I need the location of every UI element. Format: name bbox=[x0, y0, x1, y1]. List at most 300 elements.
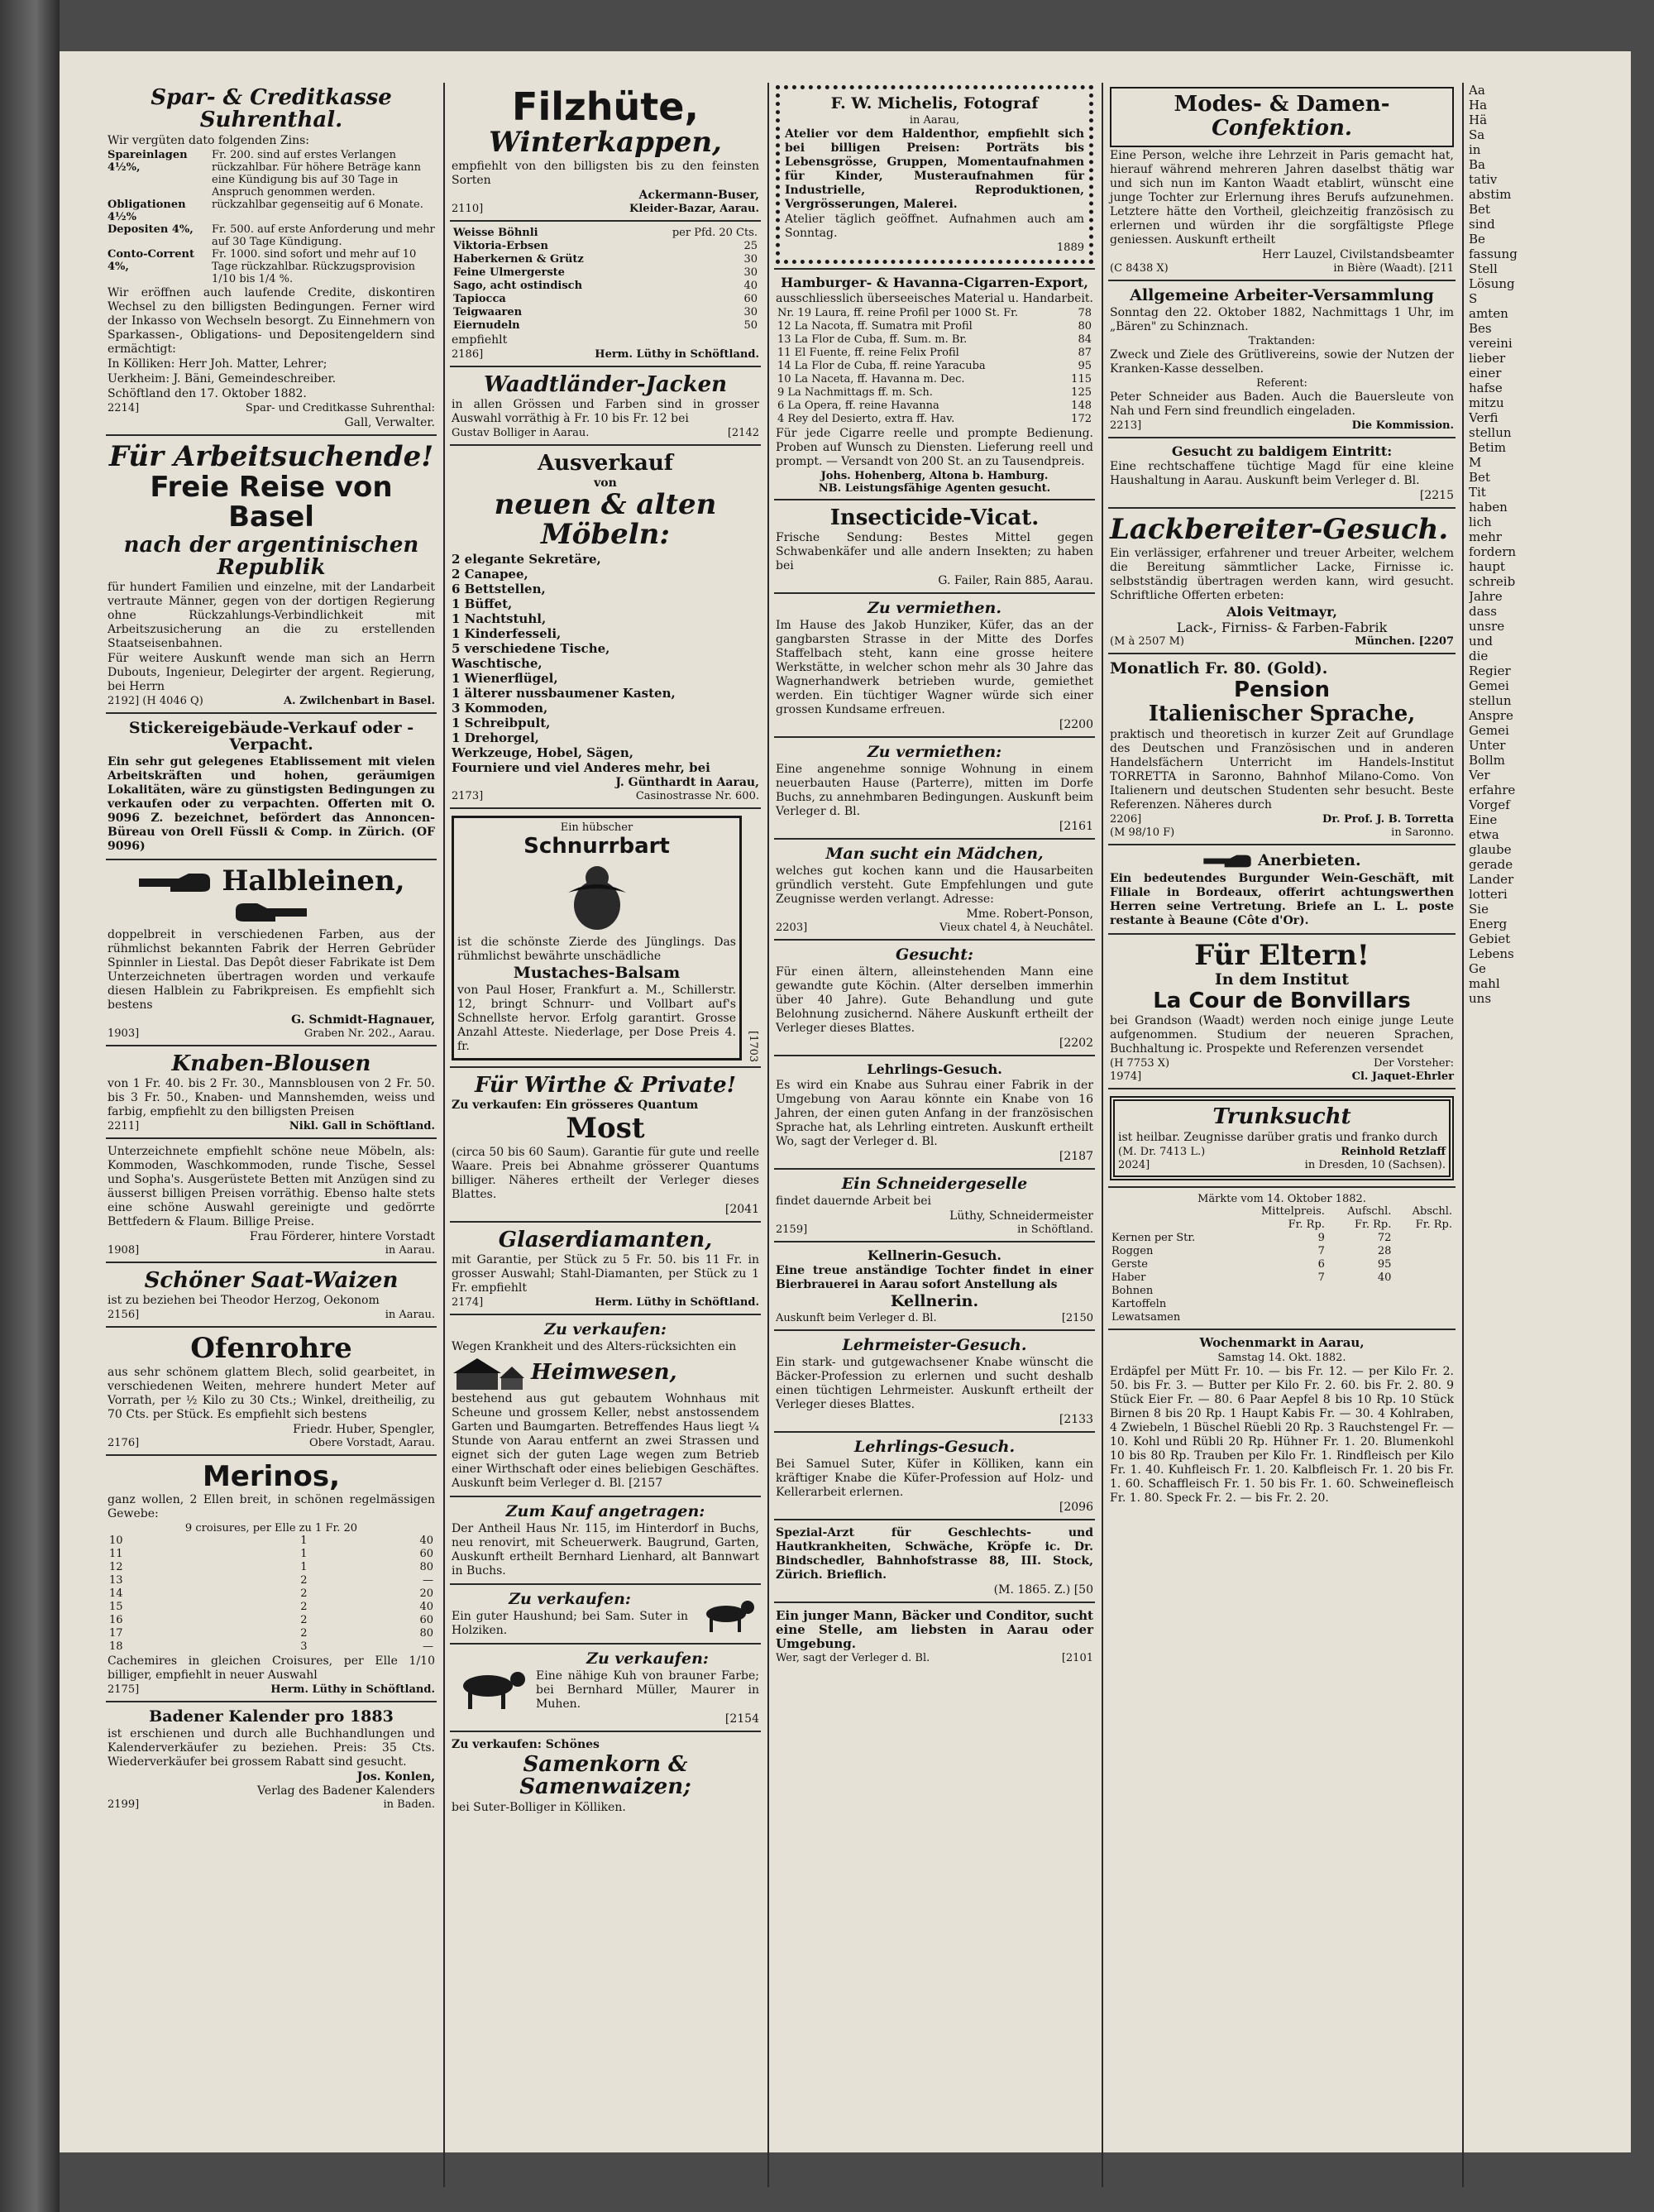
table-row bbox=[776, 373, 1093, 386]
table-cell: 3 bbox=[300, 1640, 308, 1654]
ad-title: Heimwesen, bbox=[531, 1360, 677, 1386]
table-cell: 40 bbox=[1377, 1271, 1392, 1284]
table-cell: 72 bbox=[1377, 1231, 1392, 1244]
table-row bbox=[108, 1574, 435, 1587]
clipped-text-fragment: mahl bbox=[1469, 976, 1500, 991]
ad-number: [2161 bbox=[1059, 819, 1093, 833]
clipped-text-fragment: Lebens bbox=[1469, 946, 1514, 961]
ad-haushund bbox=[450, 1587, 761, 1645]
column-3 bbox=[774, 83, 1095, 2187]
ad-text: Bei Samuel Suter, Küfer in Kölliken, kann ein kräftiger Knabe die Küfer-Profession auf Holz- und Kellerarbeit erlernen. bbox=[776, 1458, 1093, 1500]
ad-text: empfiehlt von den billigsten bis zu den feinsten Sorten bbox=[452, 159, 759, 187]
clipped-text-fragment: etwa bbox=[1469, 827, 1499, 842]
ad-michelis-fotograf bbox=[774, 83, 1095, 270]
list-item: 2 elegante Sekretäre, bbox=[452, 551, 601, 567]
ad-number: (M 98/10 F) bbox=[1110, 826, 1175, 839]
table-cell: 28 bbox=[1377, 1244, 1392, 1257]
ad-kauf-angetragen bbox=[450, 1500, 761, 1585]
ad-text: bei Grandson (Waadt) werden noch einige junge Leute aufgenommen. Studium der neueren Sprachen, Buchhaltung ic. Prospekte und Referenzen versendet bbox=[1110, 1014, 1454, 1056]
ad-text: ist erschienen und durch alle Buchhandlungen und Kalenderverkäufer zu beziehen. Preis: 35 Cts. Wiederverkäufer bei grossem Rabatt sind gesucht. bbox=[108, 1727, 435, 1769]
ad-text: Frische Sendung: Bestes Mittel gegen Schwabenkäfer und alle andern Insekten; zu haben bei bbox=[776, 531, 1093, 573]
ad-signature: Herm. Lüthy in Schöftland. bbox=[595, 1296, 759, 1309]
ad-title: Freie Reise von Basel bbox=[150, 471, 393, 534]
ad-number: 2024] bbox=[1118, 1158, 1150, 1171]
ad-signature: G. Failer, Rain 885, Aarau. bbox=[938, 574, 1093, 588]
ad-text: Cachemires in gleichen Croisures, per Elle 1/10 billiger, empfiehlt in neuer Auswahl bbox=[108, 1654, 435, 1683]
clipped-text-fragment: in bbox=[1469, 142, 1481, 157]
table-cell: 14 La Flor de Cuba, ff. reine Yaracuba bbox=[777, 359, 986, 372]
table-cell: 148 bbox=[1071, 399, 1092, 412]
table-cell: 17 bbox=[109, 1627, 123, 1640]
table-row bbox=[1110, 1232, 1454, 1245]
ad-number: [2215 bbox=[1419, 489, 1454, 503]
table-cell: 50 bbox=[743, 318, 758, 332]
table-cell: Haberkernen & Grütz bbox=[453, 252, 584, 266]
ad-number: (M. 1865. Z.) [50 bbox=[993, 1583, 1093, 1597]
ad-signature: J. Günthardt in Aarau, bbox=[615, 775, 759, 789]
clipped-text-fragment: schreib bbox=[1469, 574, 1516, 589]
ad-title: Zum Kauf angetragen: bbox=[505, 1502, 705, 1521]
clipped-text-fragment: lotteri bbox=[1469, 887, 1508, 902]
ad-number: 2199] bbox=[108, 1798, 140, 1812]
clipped-text-fragment: Verfi bbox=[1469, 410, 1499, 425]
clipped-text-fragment: Ge bbox=[1469, 961, 1486, 976]
ad-text: Sonntag den 22. Oktober 1882, Nachmittags 1 Uhr, im „Bären" zu Schinznach. bbox=[1110, 305, 1454, 333]
ad-title: Anerbieten. bbox=[1258, 850, 1361, 869]
table-row bbox=[108, 1587, 435, 1601]
ad-text: Der Antheil Haus Nr. 115, im Hinterdorf in Buchs, neu renovirt, mit Scheuerwerk. Baugrund, Garten, Auskunft ertheilt Bernhard Lienhard, alt Bannwart in Buchs. bbox=[452, 1522, 759, 1578]
clipped-text-fragment: Ver bbox=[1469, 768, 1490, 783]
clipped-text-fragment: Vorgef bbox=[1469, 797, 1510, 812]
ad-maedchen bbox=[774, 842, 1095, 941]
ad-text: doppelbreit in verschiedenen Farben, aus der rühmlichst bekannten Fabrik der Herren Gebrüder Spinnler in Liestal. Das Depôt dieser Fabrikate ist Dem Unterzeichneten übertragen worden und verkaufe diesen Halblein zu Fabrikpreisen. Es empfiehlt sich bestens bbox=[108, 927, 435, 1012]
table-cell: 18 bbox=[109, 1640, 123, 1654]
ad-samenkorn bbox=[450, 1735, 761, 1820]
ad-baecker bbox=[774, 1606, 1095, 1669]
table-cell: 6 bbox=[1317, 1257, 1325, 1271]
ad-number: [2096 bbox=[1059, 1501, 1093, 1515]
table-row bbox=[452, 253, 759, 266]
clipped-text-fragment: Regier bbox=[1469, 663, 1511, 678]
clipped-text-fragment: fordern bbox=[1469, 544, 1517, 559]
clipped-text-fragment: M bbox=[1469, 455, 1482, 470]
ad-number: 2186] bbox=[452, 347, 484, 361]
ad-number: 2192] (H 4046 Q) bbox=[108, 695, 203, 708]
mustache-figure-illustration bbox=[552, 859, 643, 934]
ad-signature: in Aarau. bbox=[385, 1309, 435, 1322]
table-cell: 40 bbox=[743, 279, 758, 292]
table-cell: Weisse Böhnli bbox=[453, 226, 538, 239]
ad-modes-confektion bbox=[1108, 83, 1456, 281]
table-cell: 20 bbox=[419, 1587, 433, 1601]
ad-number: [2200 bbox=[1059, 717, 1093, 731]
clipped-text-fragment: Be bbox=[1469, 232, 1485, 247]
rate-row: Conto-Corrent 4%, Fr. 1000. sind sofort und mehr auf 10 Tage rückzahlbar. Rückzugsprovision 1/10 bis 1/4 %. bbox=[108, 247, 417, 285]
table-cell: Fr. Rp. bbox=[1415, 1218, 1452, 1231]
ad-title: Halbleinen, bbox=[222, 864, 405, 898]
ad-text: Spezial-Arzt für Geschlechts- und Hautkrankheiten, Schwäche, Kröpfe ic. Dr. Bindschedler, Bahnhofstrasse 88, III. Stock, Zürich. Brieflich. bbox=[776, 1526, 1093, 1582]
ad-signature: in Aarau. bbox=[385, 1243, 435, 1257]
clipped-text-fragment: mehr bbox=[1469, 529, 1502, 544]
table-row bbox=[108, 1640, 435, 1654]
ad-signature: in Schöftland. bbox=[1017, 1223, 1093, 1236]
table-cell: Feine Ulmergerste bbox=[453, 266, 565, 279]
clipped-text-fragment: haben bbox=[1469, 500, 1508, 515]
table-row bbox=[452, 266, 759, 280]
clipped-text-fragment: Sie bbox=[1469, 902, 1489, 917]
clipped-text-fragment: lich bbox=[1469, 515, 1492, 529]
table-row bbox=[108, 1548, 435, 1561]
ad-text: Eine rechtschaffene tüchtige Magd für eine kleine Haushaltung in Aarau. Auskunft beim Verleger d. Bl. bbox=[1110, 460, 1454, 488]
table-row bbox=[1110, 1245, 1454, 1258]
ad-title: Waadtländer-Jacken bbox=[483, 371, 728, 397]
column-rule bbox=[767, 83, 769, 2187]
rate-row: Depositen 4%, Fr. 500. auf erste Anforderung und mehr auf 30 Tage Kündigung. bbox=[108, 223, 435, 248]
table-cell: Viktoria-Erbsen bbox=[453, 239, 548, 252]
table-row bbox=[108, 1601, 435, 1614]
ad-signature: A. Zwilchenbart in Basel. bbox=[283, 695, 435, 708]
ad-text: Wir vergüten dato folgenden Zins: bbox=[108, 133, 310, 147]
ad-number: [2142 bbox=[727, 427, 759, 440]
table-row bbox=[1110, 1311, 1454, 1324]
ad-number: [2150 bbox=[1061, 1312, 1093, 1325]
ad-signature: in Saronno. bbox=[1391, 826, 1454, 839]
table-cell: 115 bbox=[1071, 372, 1092, 385]
table-cell bbox=[1232, 1298, 1327, 1311]
table-row bbox=[452, 319, 759, 333]
list-item: 6 Bettstellen, bbox=[452, 581, 546, 596]
ad-text: Eine angenehme sonnige Wohnung in einem neuerbauten Hause (Parterre), mitten im Dorfe Buchs, zu annehmbaren Bedingungen. Auskunft beim Verleger d. Bl. bbox=[776, 762, 1093, 818]
ad-number: 2176] bbox=[108, 1436, 140, 1449]
ad-signature: Spar- und Creditkasse Suhrenthal: bbox=[245, 401, 435, 414]
table-cell: 80 bbox=[419, 1627, 433, 1640]
ad-signature: Alois Veitmayr, bbox=[1226, 604, 1337, 620]
ad-title: Zu vermiethen: bbox=[867, 742, 1002, 761]
ad-text: Atelier vor dem Haldenthor, empfiehlt sich bei billigen Preisen: Porträts bis Lebensgrösse, Gruppen, Momentaufnahmen für Kinder, Musteraufnahmen für Industrielle, Reproduktionen, Vergrösserungen, Malerei. bbox=[785, 127, 1084, 211]
table-cell: 2 bbox=[300, 1627, 308, 1640]
table-row bbox=[1110, 1298, 1454, 1311]
ad-number: 2110] bbox=[452, 202, 484, 215]
ad-title: Ein Schneidergeselle bbox=[841, 1174, 1028, 1193]
ad-text: Im Hause des Jakob Hunziker, Küfer, das an der gangbarsten Strasse in der Mitte des Dorfes Staffelbach steht, kann eine grosse heitere Werkstätte, in welcher schon mehr als 30 Jahre das Wagnerhandwerk betrieben wurde, gemiethet werden. Ein tüchtiger Wagner würde sich einer grossen Kundsame erfreuen. bbox=[776, 618, 1093, 716]
ad-text: in allen Grössen und Farben sind in grosser Auswahl vorräthig à Fr. 10 bis Fr. 12 bei bbox=[452, 398, 759, 426]
ad-number: [2133 bbox=[1059, 1413, 1093, 1427]
table-cell: 7 bbox=[1317, 1271, 1325, 1284]
ad-title: Zu vermiethen. bbox=[868, 599, 1001, 618]
clipped-text-fragment: Lander bbox=[1469, 872, 1514, 887]
clipped-text-fragment: sind bbox=[1469, 217, 1495, 232]
ad-stickerei bbox=[106, 716, 437, 860]
clipped-text-fragment: Sa bbox=[1469, 127, 1485, 142]
list-item: 1 Kinderfesseli, bbox=[452, 625, 562, 641]
ad-spezialarzt bbox=[774, 1523, 1095, 1603]
ad-text: Ein hübscher bbox=[560, 821, 633, 834]
ad-knaben-blousen bbox=[106, 1049, 437, 1139]
ad-title: Schöner Saat-Waizen bbox=[144, 1267, 399, 1293]
ad-text: ausschliesslich überseeisches Material u. Handarbeit. bbox=[776, 291, 1093, 305]
ad-schneidergeselle bbox=[774, 1172, 1095, 1242]
table-cell bbox=[1232, 1285, 1327, 1298]
ad-kellnerin bbox=[774, 1245, 1095, 1332]
table-row bbox=[1110, 1258, 1454, 1271]
ad-text: Peter Schneider aus Baden. Auch die Bauersleute von Nah und Fern sind freundlich eingeladen. bbox=[1110, 390, 1454, 418]
ad-title: Monatlich Fr. 80. (Gold). bbox=[1110, 659, 1328, 678]
clipped-text-fragment: Gemei bbox=[1469, 723, 1509, 738]
clipped-text-fragment: amten bbox=[1469, 306, 1508, 321]
table-cell: 25 bbox=[743, 239, 758, 252]
list-item: 1 Büffet, bbox=[452, 596, 513, 611]
clipped-text-fragment: fassung bbox=[1469, 247, 1518, 261]
table-cell: 40 bbox=[419, 1601, 433, 1614]
ad-title: Modes- & Damen- bbox=[1174, 92, 1390, 117]
table-cell bbox=[1327, 1311, 1393, 1324]
table-cell: Lewatsamen bbox=[1111, 1310, 1181, 1324]
table-cell: 60 bbox=[419, 1614, 433, 1627]
clipped-text-fragment: lieber bbox=[1469, 351, 1506, 366]
ad-title: Allgemeine Arbeiter-Versammlung bbox=[1130, 285, 1434, 304]
column-4 bbox=[1108, 83, 1456, 2187]
clipped-text-fragment: dass bbox=[1469, 604, 1497, 619]
clipped-text-fragment: Energ bbox=[1469, 917, 1508, 931]
clipped-text-fragment: Betim bbox=[1469, 440, 1506, 455]
ad-signature: Herm. Lüthy in Schöftland. bbox=[595, 347, 759, 361]
ad-number: 1903] bbox=[108, 1027, 140, 1040]
pointing-hand-icon bbox=[1202, 852, 1252, 870]
clipped-text-fragment: haupt bbox=[1469, 559, 1505, 574]
table-cell: 2 bbox=[300, 1601, 308, 1614]
ad-date: Schöftland den 17. Oktober 1882. bbox=[108, 386, 307, 400]
table-cell bbox=[1327, 1285, 1393, 1298]
ad-text: Unterzeichnete empfiehlt schöne neue Möbeln, als: Kommoden, Waschkommoden, runde Tische, Sessel und Sopha's. Ausgerüstete Betten mit Anzügen sind zu äusserst billigen Preisen vorräthig. Ebenso halte stets eine schöne Auswahl gereinigte und gedörrte Bettfedern & Flaum. Billige Preise. bbox=[108, 1144, 435, 1228]
table-cell: 4 Rey del Desierto, extra ff. Hav. bbox=[777, 412, 955, 425]
ad-number: 1889 bbox=[1056, 241, 1084, 254]
clipped-text-fragment: tativ bbox=[1469, 172, 1498, 187]
table-row bbox=[776, 413, 1093, 426]
ad-badener-kalender bbox=[106, 1705, 437, 1816]
ad-title: Glaserdiamanten, bbox=[498, 1227, 713, 1252]
ad-text: Es wird ein Knabe aus Suhrau einer Fabrik in der Umgebung von Aarau könnte ein Knabe von 16 Jahren, der einen guten Anfang in der französischen Sprache hat, als Lehrling eintreten. Auskunft ertheilt Wo, sagt der Verleger d. Bl. bbox=[776, 1078, 1093, 1148]
ad-number: [2187 bbox=[1059, 1149, 1093, 1163]
table-row bbox=[452, 306, 759, 319]
ad-signature: Der Vorsteher: bbox=[1374, 1057, 1454, 1070]
table-cell: Fr. Rp. bbox=[1288, 1218, 1325, 1231]
ad-text: Atelier täglich geöffnet. Aufnahmen auch am Sonntag. bbox=[785, 212, 1084, 240]
table-cell: 14 bbox=[109, 1587, 123, 1601]
ad-number: [2202 bbox=[1059, 1036, 1093, 1050]
table-cell bbox=[1110, 1219, 1232, 1232]
table-row bbox=[776, 307, 1093, 320]
table-cell: 11 bbox=[109, 1548, 123, 1561]
ad-number: [2101 bbox=[1061, 1652, 1093, 1665]
table-cell: 2 bbox=[300, 1587, 308, 1601]
table-cell: 12 bbox=[109, 1561, 123, 1574]
ad-text: Zweck und Ziele des Grütlivereins, sowie der Nutzen der Kranken-Kasse desselben. bbox=[1110, 347, 1454, 376]
table-cell: 30 bbox=[743, 266, 758, 279]
table-cell: 60 bbox=[743, 292, 758, 305]
table-cell bbox=[1232, 1311, 1327, 1324]
ad-title: Schnurrbart bbox=[523, 833, 670, 859]
wochenmarkt-report bbox=[1108, 1333, 1456, 1511]
ad-title: Zu verkaufen: bbox=[544, 1320, 667, 1339]
clipped-text-fragment: Aa bbox=[1469, 83, 1485, 98]
ad-title: Für Eltern! bbox=[1194, 938, 1370, 972]
clipped-text-fragment: einer bbox=[1469, 366, 1502, 381]
table-cell bbox=[1393, 1271, 1454, 1285]
ad-text: Ein verlässiger, erfahrener und treuer Arbeiter, welchem die Bereitung sämmtlicher Lacke, Firnisse ic. selbstständig übertragen werden kann, wird gesucht. Schriftliche Offerten erbeten: bbox=[1110, 547, 1454, 603]
clipped-text-fragment: die bbox=[1469, 649, 1489, 663]
ad-trunksucht bbox=[1108, 1092, 1456, 1187]
ad-signature: Johs. Hohenberg, Altona b. Hamburg. bbox=[820, 469, 1049, 482]
ad-subtitle: Traktanden: bbox=[1248, 334, 1316, 347]
clipped-text-fragment: mitzu bbox=[1469, 395, 1504, 410]
ad-text: ist zu beziehen bei Theodor Herzog, Oekonom bbox=[108, 1294, 380, 1308]
ad-signature: Frau Förderer, hintere Vorstadt bbox=[249, 1229, 435, 1243]
ad-text: praktisch und theoretisch in kurzer Zeit auf Grundlage des Deutschen und Französischen und in anderen Handelsfächern Unterricht im Handels-Institut TORRETTA in Saronno, Bahnhof Milano-Como. Von Italienern und deutschen Studenten sehr besucht. Beste Referenzen. Näheres durch bbox=[1110, 727, 1454, 812]
table-cell: 80 bbox=[1078, 319, 1092, 333]
ad-text: für hundert Familien und einzelne, mit der Landarbeit vertraute Männer, gegen von der dortigen Regierung ohne Rückzahlungs-Verbindlichkeit mit Arbeitszusicherung an die zu erstellenden Staatseisenbahnen. bbox=[108, 581, 435, 651]
ad-text: ganz wollen, 2 Ellen breit, in schönen regelmässigen Gewebe: bbox=[108, 1493, 435, 1521]
clipped-text-fragment: stellun bbox=[1469, 425, 1512, 440]
ad-text: Uerkheim: J. Bäni, Gemeindeschreiber. bbox=[108, 371, 337, 385]
table-cell: 125 bbox=[1071, 385, 1092, 399]
table-cell: — bbox=[423, 1574, 433, 1587]
ad-title: Lehrlings-Gesuch. bbox=[867, 1061, 1002, 1077]
ad-title: Ofenrohre bbox=[190, 1332, 352, 1366]
table-cell: 40 bbox=[419, 1535, 433, 1548]
ad-title: Winterkappen, bbox=[489, 126, 722, 160]
ad-koechin bbox=[774, 943, 1095, 1056]
ad-text: Ein junger Mann, Bäcker und Conditor, sucht eine Stelle, am liebsten in Aarau oder Umgebung. bbox=[776, 1608, 1093, 1652]
ad-number: 1908] bbox=[108, 1243, 140, 1257]
table-cell: 9 bbox=[1317, 1231, 1325, 1244]
clipped-text-fragment: Bet bbox=[1469, 202, 1490, 217]
table-cell: 1 bbox=[300, 1535, 308, 1548]
ad-text: Ein guter Haushund; bei Sam. Suter in Holziken. bbox=[452, 1609, 688, 1637]
table-cell: Abschl. bbox=[1412, 1204, 1452, 1218]
clipped-text-fragment: hafse bbox=[1469, 381, 1503, 395]
ad-text: Zu verkaufen: Ein grösseres Quantum bbox=[452, 1099, 699, 1113]
table-cell: Sago, acht ostindisch bbox=[453, 279, 583, 292]
clipped-text-fragment: und bbox=[1469, 634, 1493, 649]
clipped-text-fragment: vereini bbox=[1469, 336, 1513, 351]
ad-text: NB. Leistungsfähige Agenten gesucht. bbox=[818, 481, 1051, 495]
ad-title: Für Wirthe & Private! bbox=[474, 1072, 737, 1098]
ad-arbeiter-versammlung bbox=[1108, 284, 1456, 438]
list-item: 1 Nachtstuhl, bbox=[452, 610, 547, 626]
ad-signature: G. Schmidt-Hagnauer, bbox=[291, 1013, 435, 1027]
price-table bbox=[108, 1535, 435, 1654]
ad-signature: Graben Nr. 202., Aarau. bbox=[304, 1027, 435, 1040]
ad-number: [2041 bbox=[724, 1202, 759, 1216]
list-item: 5 verschiedene Tische, bbox=[452, 640, 610, 656]
table-row bbox=[776, 400, 1093, 413]
ad-number: 2156] bbox=[108, 1309, 140, 1322]
ad-number: 1974] bbox=[1110, 1070, 1142, 1084]
list-item: 1 Schreibpult, bbox=[452, 715, 551, 730]
ad-text: bestehend aus gut gebautem Wohnhaus mit Scheune und grossem Keller, nebst anstossendem Garten und Baumgarten. Betreffendes Haus liegt ¼ Stunde von Aarau entfernt an zwei Strassen und eignet sich der guten Lage wegen zum Betrieb einer Wirthschaft oder eines beliebigen Geschäftes. Auskunft beim Verleger d. Bl. [2157 bbox=[452, 1392, 759, 1491]
ad-text: Für jede Cigarre reelle und prompte Bedienung. Proben auf Wunsch zu Diensten. Lieferung reell und prompt. — Versandt von 200 St. an zu Tausendpreis. bbox=[776, 426, 1093, 468]
ad-number: 2211] bbox=[108, 1119, 140, 1132]
ad-filzhuete bbox=[450, 83, 761, 222]
ad-fuer-eltern bbox=[1108, 937, 1456, 1090]
column-rule bbox=[443, 83, 445, 2187]
table-row bbox=[776, 386, 1093, 400]
table-cell: Kartoffeln bbox=[1111, 1297, 1167, 1310]
ad-signature: Lüthy, Schneidermeister bbox=[949, 1209, 1093, 1223]
market-report bbox=[1108, 1190, 1456, 1330]
ad-text: in Aarau, bbox=[909, 113, 960, 127]
ad-number: 2203] bbox=[776, 921, 808, 934]
price-table-head: 9 croisures, per Elle zu 1 Fr. 20 bbox=[184, 1522, 358, 1535]
market-text: Erdäpfel per Mütt Fr. 10. — bis Fr. 12. — per Kilo Fr. 2. 50. bis Fr. 3. — Butter per Kilo Fr. 2. 60. bis Fr. 2. 80. 9 Stück Eier Fr. — 80. 6 Paar Aepfel 8 bis 10 Rp. 10 Stück Birnen 8 bis 20 Rp. 1 Haupt Kabis Fr. — 30. 4 Kohlraben, 4 Zwiebeln, 1 Büschel Rüebli 20 Rp. 3 Rauchstengel Fr. — 10. Kohl und Rübli 20 Rp. Hühner Fr. 1. 20. Blumenkohl 10 bis 80 Rp. Trauben per Kilo Fr. 1. Rindfleisch per Kilo Fr. 1. 40. Kuhfleisch Fr. 1. 20. Kalbfleisch Fr. 1. 20 bis Fr. 1. 60. Schaffleisch Fr. 1. 50 bis Fr. 1. 60. Schweinefleisch Fr. 1. 80. Speck Fr. 2. — bis Fr. 2. 20. bbox=[1110, 1364, 1454, 1505]
ad-title: Badener Kalender pro 1883 bbox=[149, 1707, 394, 1726]
clipped-text-fragment: Bet bbox=[1469, 470, 1490, 485]
ad-title: Kellnerin. bbox=[890, 1292, 979, 1311]
table-row bbox=[452, 293, 759, 306]
table-cell: 30 bbox=[743, 305, 758, 318]
table-row bbox=[1110, 1205, 1454, 1219]
market-title: Märkte vom 14. Oktober 1882. bbox=[1197, 1192, 1366, 1205]
table-cell: Roggen bbox=[1111, 1244, 1154, 1257]
pointing-hand-icon bbox=[234, 900, 308, 925]
table-cell: Bohnen bbox=[1111, 1284, 1154, 1297]
ad-signature: Casinostrasse Nr. 600. bbox=[635, 789, 759, 802]
table-cell: Tapiocca bbox=[453, 292, 506, 305]
table-cell: 15 bbox=[109, 1601, 123, 1614]
ad-signature: Friedr. Huber, Spengler, bbox=[293, 1422, 435, 1436]
table-cell bbox=[1393, 1285, 1454, 1298]
ad-title: Zu verkaufen: bbox=[586, 1649, 709, 1668]
ad-text: empfiehlt bbox=[452, 333, 508, 347]
clipped-text-fragment: uns bbox=[1469, 991, 1492, 1006]
ad-signature: in Bière (Waadt). [211 bbox=[1333, 261, 1454, 275]
ad-lehrlings-gesuch bbox=[774, 1059, 1095, 1170]
clipped-text-fragment: Ba bbox=[1469, 157, 1485, 172]
ad-number: (H 7753 X) bbox=[1110, 1057, 1170, 1070]
ad-halbleinen bbox=[106, 863, 437, 1046]
list-item: 1 Wienerflügel, bbox=[452, 670, 558, 686]
ad-title: Pension bbox=[1234, 677, 1330, 702]
table-row bbox=[452, 240, 759, 253]
ad-pension-italienisch bbox=[1108, 657, 1456, 845]
ad-signature: Reinhold Retzlaff bbox=[1341, 1145, 1446, 1158]
ad-text: von 1 Fr. 40. bis 2 Fr. 30., Mannsblousen von 2 Fr. 50. bis 3 Fr. 50., Knaben- und Mannshemden, weiss und farbig, empfiehlt zu den billigsten Preisen bbox=[108, 1076, 435, 1118]
ad-title: Italienischer Sprache, bbox=[1148, 701, 1416, 727]
ad-number: 2214] bbox=[108, 401, 140, 414]
ad-saat-waizen bbox=[106, 1266, 437, 1328]
ad-title: Stickereigebäude-Verkauf oder -Verpacht. bbox=[128, 719, 414, 754]
clipped-text-fragment: gerade bbox=[1469, 857, 1513, 872]
list-item: 1 älterer nussbaumener Kasten, bbox=[452, 685, 676, 701]
list-item: 2 Canapee, bbox=[452, 566, 528, 582]
ad-number: [2154 bbox=[724, 1712, 759, 1726]
table-cell: 95 bbox=[1377, 1257, 1392, 1271]
ad-title: Most bbox=[566, 1112, 645, 1146]
table-row bbox=[776, 347, 1093, 360]
ad-title: Gesucht zu baldigem Eintritt: bbox=[1171, 443, 1393, 459]
list-item: Fourniere und viel Anderes mehr, bei bbox=[452, 759, 710, 775]
table-cell bbox=[1393, 1232, 1454, 1245]
table-cell bbox=[1110, 1205, 1232, 1219]
table-row bbox=[1110, 1219, 1454, 1232]
ad-schnurrbart bbox=[450, 812, 761, 1068]
table-cell: 2 bbox=[300, 1614, 308, 1627]
clipped-text-fragment: Jahre bbox=[1469, 589, 1503, 604]
ad-wirthe bbox=[450, 1070, 761, 1223]
clipped-text-fragment: unsre bbox=[1469, 619, 1505, 634]
ad-number: (M à 2507 M) bbox=[1110, 635, 1184, 649]
ad-text: mit Garantie, per Stück zu 5 Fr. 50. bis 11 Fr. in grosser Auswahl; Stahl-Diamanten, per Stück zu 1 Fr. empfiehlt bbox=[452, 1253, 759, 1295]
